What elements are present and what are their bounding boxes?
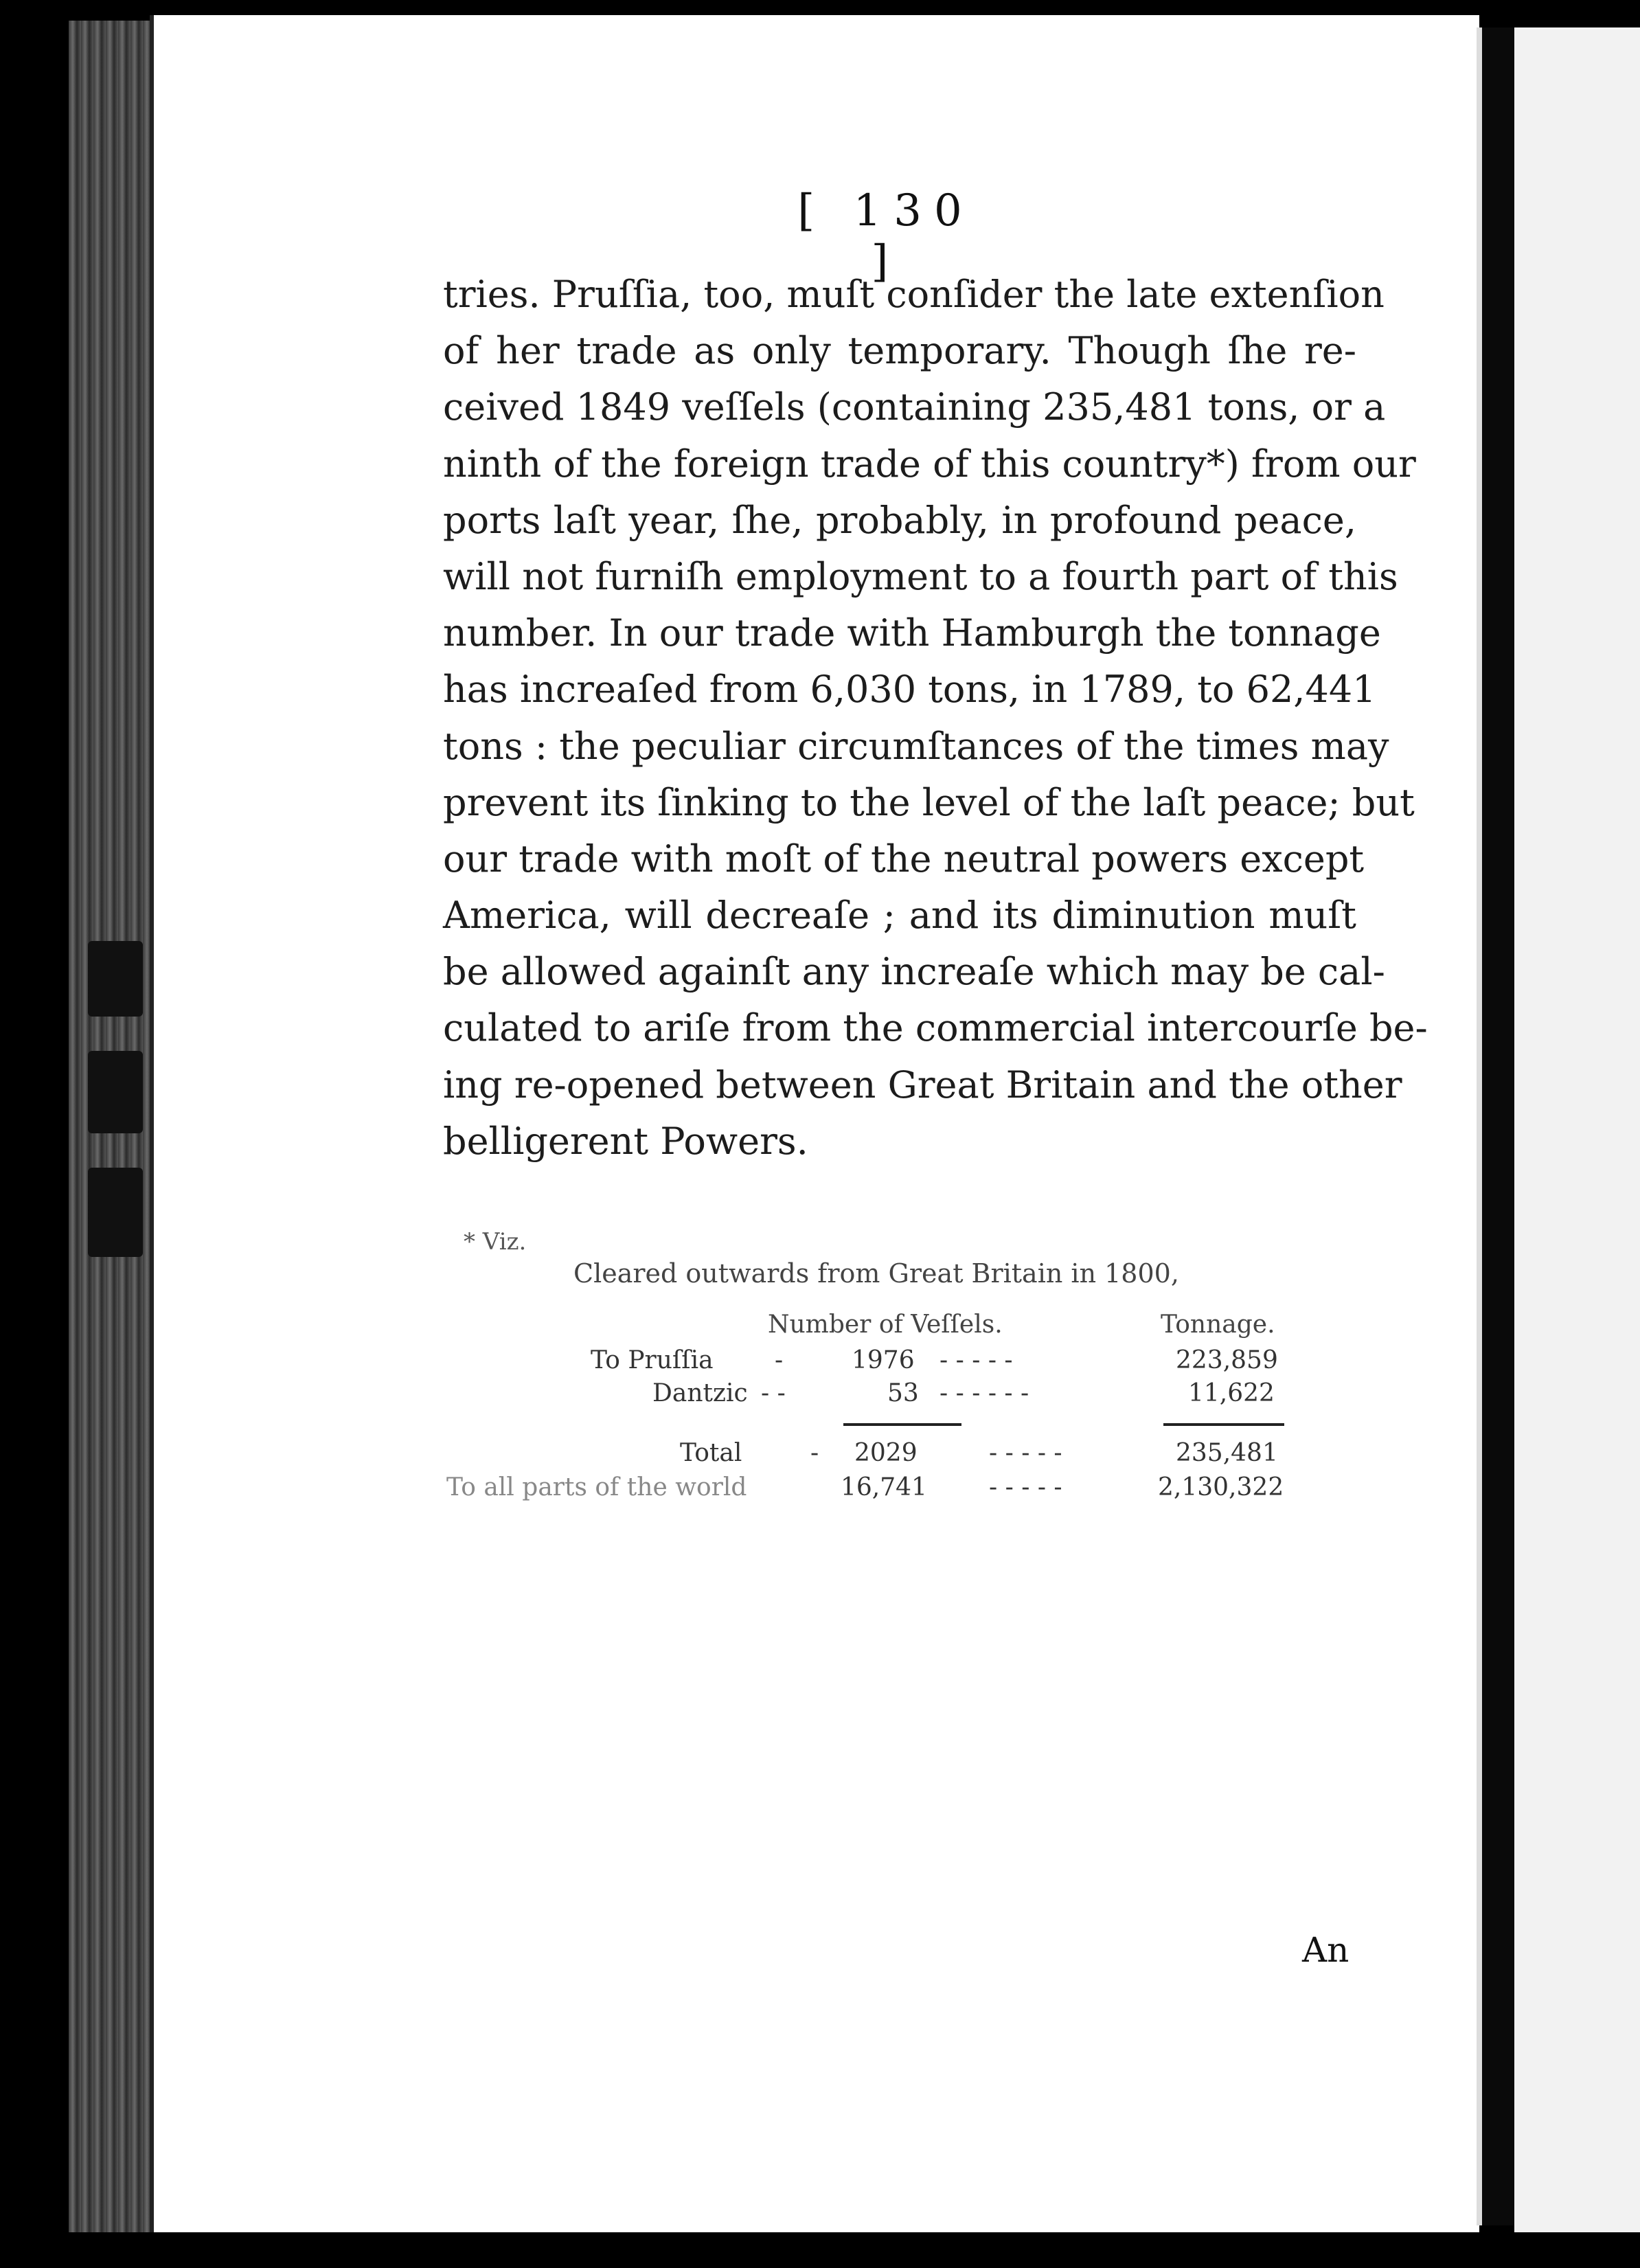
row-vessels: 53 bbox=[887, 1379, 919, 1407]
row-leader: - - - - - - bbox=[939, 1379, 1029, 1407]
text-line: tries. Pruſſia, too, muſt conſider the late extenſion bbox=[443, 273, 1385, 316]
text-line: will not furniſh employment to a fourth part of this bbox=[443, 554, 1398, 598]
text-line: ninth of the foreign trade of this country*) from our bbox=[443, 442, 1416, 486]
row-leader: - - - - - bbox=[939, 1346, 1013, 1374]
row-tonnage: 2,130,322 bbox=[1158, 1473, 1284, 1501]
row-leader: - - - - - bbox=[989, 1473, 1062, 1501]
text-line: ceived 1849 veſſels (containing 235,481 tons, or a bbox=[443, 385, 1386, 429]
catchword: An bbox=[1302, 1930, 1349, 1970]
sum-rule bbox=[1163, 1423, 1284, 1426]
row-tonnage: 11,622 bbox=[1188, 1379, 1275, 1407]
spine-mark bbox=[88, 1168, 143, 1257]
text-line: ports laſt year, ſhe, probably, in profound peace, bbox=[443, 498, 1356, 542]
row-dash: - bbox=[810, 1439, 819, 1467]
scan-border bbox=[0, 2232, 1640, 2268]
sum-rule bbox=[843, 1423, 961, 1426]
row-tonnage: 235,481 bbox=[1176, 1439, 1278, 1467]
column-header-vessels: Number of Veſſels. bbox=[768, 1311, 1003, 1339]
text-line: culated to ariſe from the commercial intercourſe be- bbox=[443, 1006, 1428, 1050]
text-line: tons : the peculiar circumſtances of the times may bbox=[443, 724, 1389, 768]
row-label: Dantzic bbox=[652, 1379, 748, 1407]
text-line: of her trade as only temporary. Though ſhe re- bbox=[443, 329, 1356, 373]
row-tonnage: 223,859 bbox=[1176, 1346, 1278, 1374]
row-vessels: 1976 bbox=[852, 1346, 915, 1374]
row-dash: - - bbox=[761, 1379, 786, 1407]
text-line: prevent its ſinking to the level of the laſt peace; but bbox=[443, 780, 1415, 824]
spine-mark bbox=[88, 1051, 143, 1133]
row-dash: - bbox=[775, 1346, 784, 1374]
facing-page-edge bbox=[1514, 27, 1640, 2260]
text-line: has increaſed from 6,030 tons, in 1789, to 62,441 bbox=[443, 668, 1376, 712]
column-header-tonnage: Tonnage. bbox=[1161, 1311, 1275, 1339]
footnote-heading: Cleared outwards from Great Britain in 1800, bbox=[573, 1258, 1179, 1289]
page-number: [ 130 ] bbox=[797, 185, 975, 287]
row-vessels: 2029 bbox=[854, 1439, 918, 1467]
row-label: To all parts of the world bbox=[446, 1473, 747, 1501]
body-text bbox=[443, 267, 1428, 1170]
text-line: America, will decreaſe ; and its diminution muſt bbox=[443, 894, 1356, 938]
row-label: To Pruſſia bbox=[591, 1346, 714, 1374]
footnote-marker: * Viz. bbox=[464, 1228, 527, 1256]
row-label: Total bbox=[680, 1439, 742, 1467]
text-line: our trade with moſt of the neutral powers except bbox=[443, 837, 1365, 881]
row-vessels: 16,741 bbox=[841, 1473, 927, 1501]
text-line: be allowed againſt any increaſe which may be cal- bbox=[443, 950, 1385, 994]
text-line: belligerent Powers. bbox=[443, 1119, 808, 1163]
row-leader: - - - - - bbox=[989, 1439, 1062, 1467]
spine-mark bbox=[88, 941, 143, 1017]
text-line: number. In our trade with Hamburgh the tonnage bbox=[443, 611, 1381, 655]
text-line: ing re-opened between Great Britain and the other bbox=[443, 1063, 1402, 1107]
